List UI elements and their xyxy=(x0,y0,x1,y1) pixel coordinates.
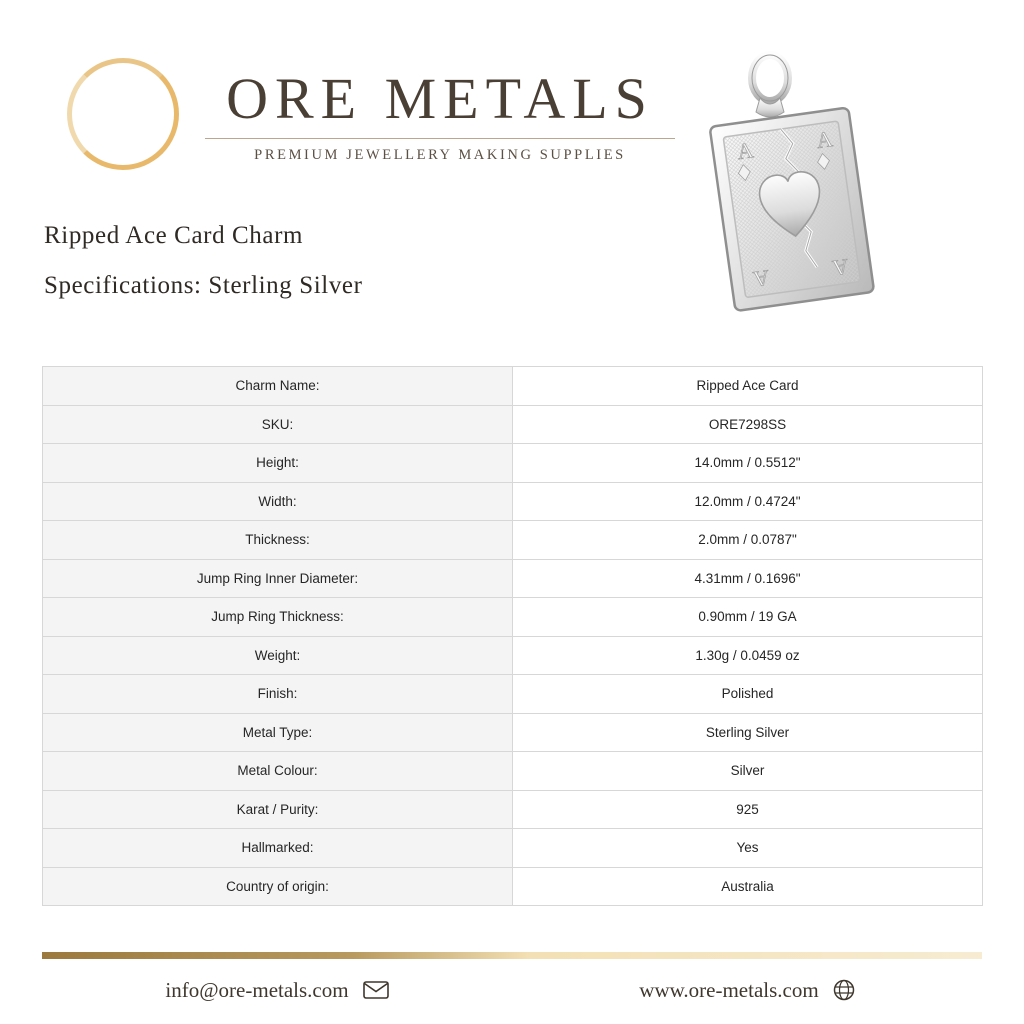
table-row xyxy=(43,482,983,521)
title-block xyxy=(44,222,684,300)
footer xyxy=(42,960,982,1020)
table-row xyxy=(43,752,983,791)
spec-label: Metal Colour: xyxy=(43,752,513,791)
table-row xyxy=(43,867,983,906)
brand-header xyxy=(60,30,680,170)
brand-name: ORE METALS xyxy=(226,66,654,131)
spec-label: Jump Ring Thickness: xyxy=(43,598,513,637)
specification-table-body xyxy=(43,367,983,906)
ace-of-hearts-card-charm-image xyxy=(674,40,934,320)
table-row xyxy=(43,559,983,598)
table-row xyxy=(43,521,983,560)
table-row xyxy=(43,675,983,714)
spec-label: Width: xyxy=(43,482,513,521)
table-row xyxy=(43,636,983,675)
spec-value: Sterling Silver xyxy=(513,713,983,752)
table-row xyxy=(43,598,983,637)
brand-divider xyxy=(205,138,675,139)
specification-table xyxy=(42,366,983,906)
specification-subtitle: Specifications: Sterling Silver xyxy=(44,272,363,299)
spec-label: Karat / Purity: xyxy=(43,790,513,829)
brand-tagline: PREMIUM JEWELLERY MAKING SUPPLIES xyxy=(254,147,626,163)
page-title: Ripped Ace Card Charm xyxy=(44,222,304,249)
gold-ring-icon xyxy=(67,58,179,170)
spec-label: Metal Type: xyxy=(43,713,513,752)
svg-text:A: A xyxy=(830,254,851,282)
spec-value: 1.30g / 0.0459 oz xyxy=(513,636,983,675)
svg-text:A: A xyxy=(751,265,771,293)
table-row xyxy=(43,444,983,483)
spec-value: 4.31mm / 0.1696" xyxy=(513,559,983,598)
svg-text:A: A xyxy=(814,126,835,154)
spec-label: Charm Name: xyxy=(43,367,513,406)
spec-value: 0.90mm / 19 GA xyxy=(513,598,983,637)
spec-label: Thickness: xyxy=(43,521,513,560)
spec-value: Ripped Ace Card xyxy=(513,367,983,406)
spec-value: Australia xyxy=(513,867,983,906)
spec-value: Yes xyxy=(513,829,983,868)
spec-label: SKU: xyxy=(43,405,513,444)
footer-divider-bar xyxy=(42,952,982,959)
spec-label: Weight: xyxy=(43,636,513,675)
table-row xyxy=(43,790,983,829)
spec-value: 925 xyxy=(513,790,983,829)
footer-email-text: info@ore-metals.com xyxy=(165,977,349,1002)
spec-label: Finish: xyxy=(43,675,513,714)
table-row xyxy=(43,829,983,868)
spec-value: 12.0mm / 0.4724" xyxy=(513,482,983,521)
spec-value: 2.0mm / 0.0787" xyxy=(513,521,983,560)
globe-icon xyxy=(833,979,855,1001)
spec-value: Silver xyxy=(513,752,983,791)
spec-label: Jump Ring Inner Diameter: xyxy=(43,559,513,598)
spec-label: Country of origin: xyxy=(43,867,513,906)
footer-website[interactable] xyxy=(512,978,982,1003)
footer-email[interactable] xyxy=(42,978,512,1003)
svg-text:A: A xyxy=(735,137,755,165)
brand-lockup xyxy=(205,66,675,164)
table-row xyxy=(43,405,983,444)
spec-value: 14.0mm / 0.5512" xyxy=(513,444,983,483)
table-row xyxy=(43,367,983,406)
spec-value: Polished xyxy=(513,675,983,714)
spec-label: Hallmarked: xyxy=(43,829,513,868)
spec-value: ORE7298SS xyxy=(513,405,983,444)
envelope-icon xyxy=(363,981,389,999)
table-row xyxy=(43,713,983,752)
spec-label: Height: xyxy=(43,444,513,483)
footer-website-text: www.ore-metals.com xyxy=(639,977,819,1002)
